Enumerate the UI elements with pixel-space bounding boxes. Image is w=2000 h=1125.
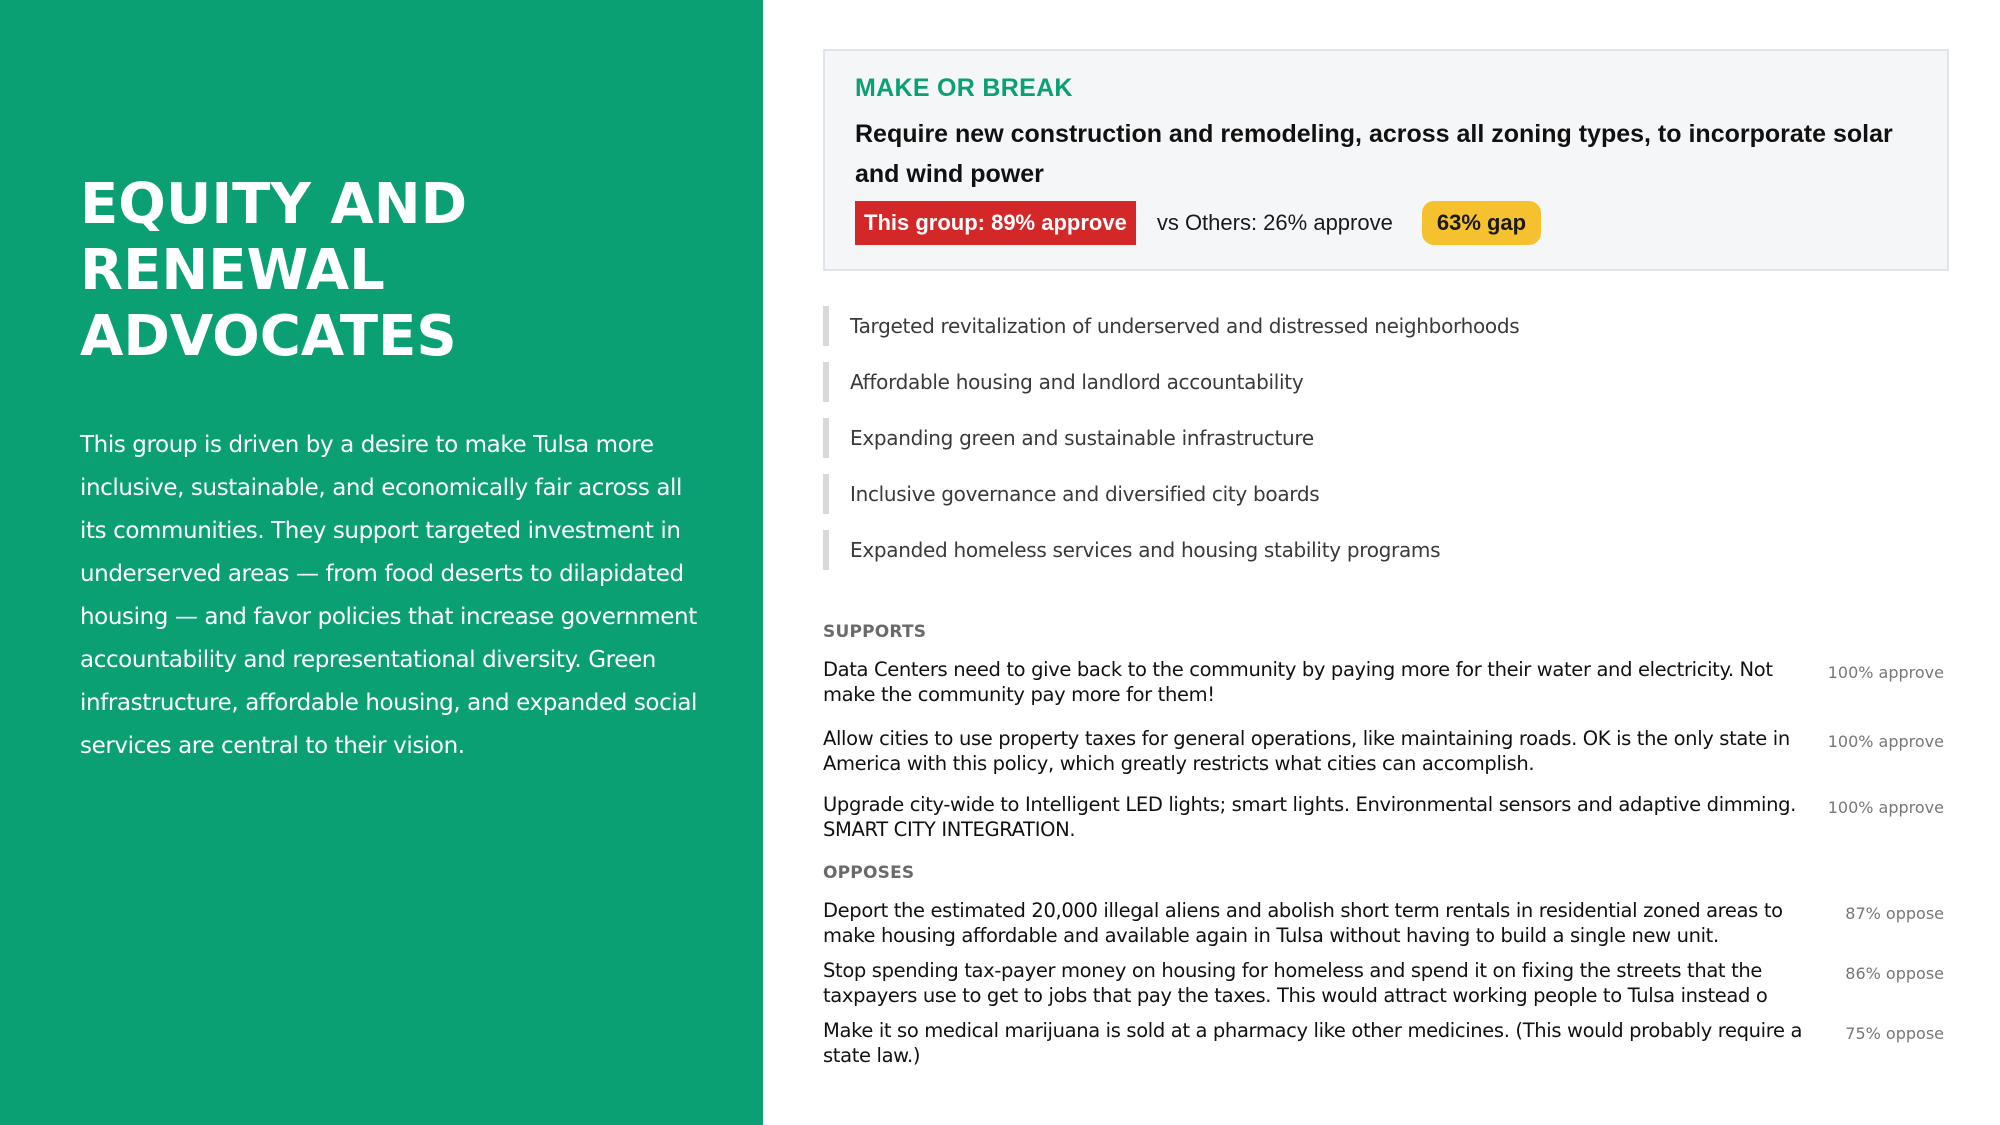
statement-percent: 75% oppose xyxy=(1845,1024,1944,1043)
group-description: This group is driven by a desire to make Tulsa more inclusive, sustainable, and economically fair across all its communities. They support targeted investment in underserved areas — from food deserts to dilapidated housing — and favor policies that increase government accountability and representational diversity. Green infrastructure, affordable housing, and expanded social services are central to their vision. xyxy=(80,432,698,759)
theme-item: Affordable housing and landlord accountability xyxy=(823,362,1949,402)
theme-item: Expanded homeless services and housing stability programs xyxy=(823,530,1949,570)
statement-text: Data Centers need to give back to the community by paying more for their water and electricity. Not make the community pay more for them! xyxy=(823,658,1773,706)
support-statement xyxy=(823,726,1949,776)
theme-item: Inclusive governance and diversified city boards xyxy=(823,474,1949,514)
comparison-row xyxy=(855,201,1541,245)
supports-heading: SUPPORTS xyxy=(823,622,927,642)
oppose-statement xyxy=(823,898,1949,948)
statement-percent: 100% approve xyxy=(1827,732,1944,751)
theme-list xyxy=(823,306,1949,586)
oppose-statement xyxy=(823,1018,1949,1068)
make-or-break-question: Require new construction and remodeling, across all zoning types, to incorporate solar and wind power xyxy=(855,120,1893,188)
support-statement xyxy=(823,657,1949,707)
statement-text: Allow cities to use property taxes for general operations, like maintaining roads. OK is the only state in America with this policy, which greatly restricts what cities can accomplish. xyxy=(823,727,1790,775)
statement-percent: 87% oppose xyxy=(1845,904,1944,923)
group-panel xyxy=(0,0,763,1125)
make-or-break-label: MAKE OR BREAK xyxy=(855,74,1073,102)
gap-badge: 63% gap xyxy=(1422,201,1541,245)
oppose-statement xyxy=(823,958,1949,1008)
theme-item: Expanding green and sustainable infrastructure xyxy=(823,418,1949,458)
group-title: EQUITY AND RENEWAL ADVOCATES xyxy=(80,172,468,369)
this-group-badge: This group: 89% approve xyxy=(855,201,1136,245)
support-statement xyxy=(823,792,1949,842)
make-or-break-card xyxy=(823,49,1949,271)
statement-text: Upgrade city-wide to Intelligent LED lights; smart lights. Environmental sensors and adaptive dimming. SMART CITY INTEGRATION. xyxy=(823,793,1797,841)
opposes-heading: OPPOSES xyxy=(823,863,915,883)
statement-percent: 100% approve xyxy=(1827,798,1944,817)
statement-percent: 100% approve xyxy=(1827,663,1944,682)
statement-percent: 86% oppose xyxy=(1845,964,1944,983)
statement-text: Stop spending tax-payer money on housing for homeless and spend it on fixing the streets that the taxpayers use to get to jobs that pay the taxes. This would attract working people to Tulsa instead o xyxy=(823,959,1768,1007)
statement-text: Deport the estimated 20,000 illegal aliens and abolish short term rentals in residential zoned areas to make housing affordable and available again in Tulsa without having to build a single new unit. xyxy=(823,899,1783,947)
statement-text: Make it so medical marijuana is sold at a pharmacy like other medicines. (This would probably require a state law.) xyxy=(823,1019,1803,1067)
details-panel xyxy=(763,0,2000,1125)
others-comparison: vs Others: 26% approve xyxy=(1156,210,1393,235)
theme-item: Targeted revitalization of underserved and distressed neighborhoods xyxy=(823,306,1949,346)
